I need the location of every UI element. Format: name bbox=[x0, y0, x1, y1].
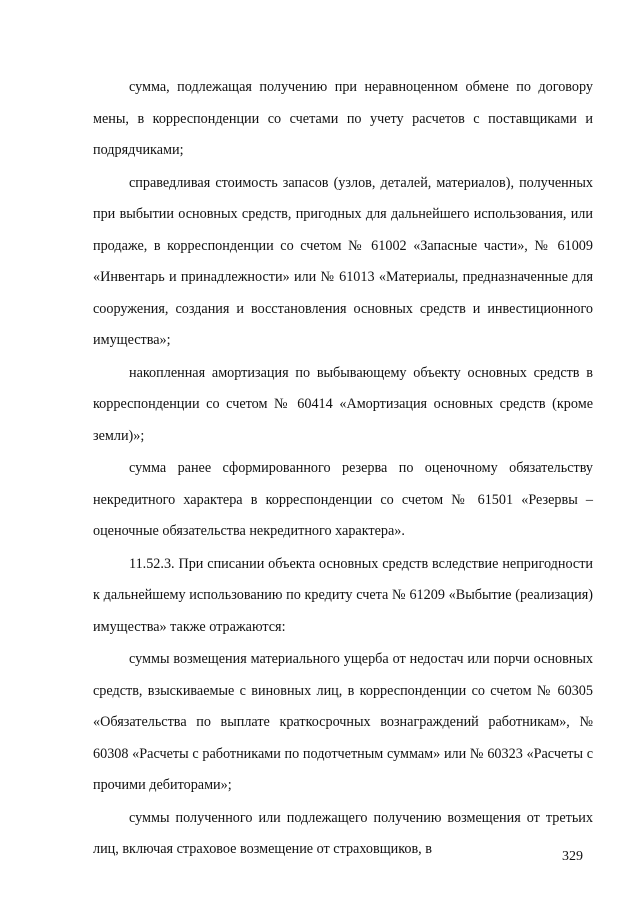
paragraph-damage-compensation: суммы возмещения материального ущерба от недостач или порчи основных средств, взыскиваемые с виновных лиц, в корреспонденции со счетом № 60305 «Обязательства по выплате краткосрочных вознаграждений работникам», № 60308 «Расчеты с работниками по подотчетным суммам» или № 60323 «Расчеты с прочими дебиторами»; bbox=[93, 651, 593, 793]
page-number: 329 bbox=[562, 849, 583, 864]
paragraph-reserve-amount: сумма ранее сформированного резерва по оценочному обязательству некредитного характера в корреспонденции со счетом № 61501 «Резервы – оценочные обязательства некредитного характера». bbox=[93, 460, 593, 539]
paragraph-section-11-52-3: 11.52.3. При списании объекта основных средств вследствие непригодности к дальнейшему использованию по кредиту счета № 61209 «Выбытие (реализация) имущества» также отражаются: bbox=[93, 555, 593, 635]
paragraph-accumulated-depreciation: накопленная амортизация по выбывающему объекту основных средств в корреспонденции со счетом № 60414 «Амортизация основных средств (кроме земли)»; bbox=[93, 364, 593, 444]
paragraph-fair-value-inventory: справедливая стоимость запасов (узлов, деталей, материалов), полученных при выбытии основных средств, пригодных для дальнейшего использования, или продаже, в корреспонденции со счетом № 61002 «Запасные части», № 61009 «Инвентарь и принадлежности» или № 61013 «Материалы, предназначенные для сооружения, создания и восстановления основных средств и инвестиционного имущества»; bbox=[93, 174, 593, 348]
paragraph-third-party-compensation: суммы полученного или подлежащего получению возмещения от третьих лиц, включая страховое возмещение от страховщиков, в bbox=[93, 809, 593, 857]
page-body bbox=[93, 72, 593, 867]
paragraph-exchange-receivable: сумма, подлежащая получению при неравноценном обмене по договору мены, в корреспонденции со счетами по учету расчетов с поставщиками и подрядчиками; bbox=[93, 79, 593, 158]
